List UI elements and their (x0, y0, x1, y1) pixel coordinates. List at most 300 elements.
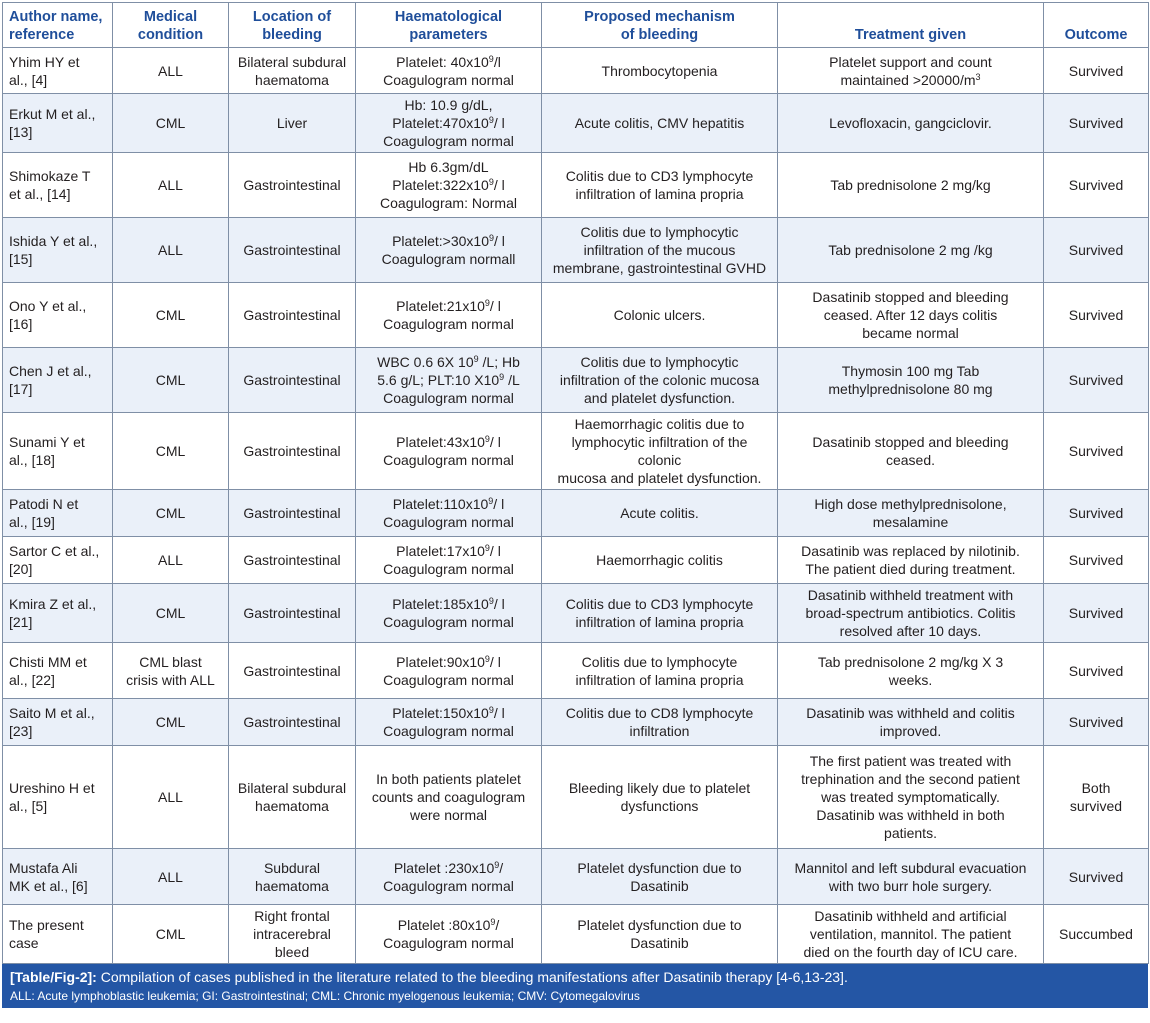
cell-mechanism (542, 537, 778, 584)
cell-haem (356, 94, 542, 153)
cell-line: ALL (158, 242, 183, 258)
cell-mechanism (542, 283, 778, 348)
cell-line: patients. (884, 825, 937, 841)
cell-line: $Platelet:>30x10^9/$ l (392, 233, 505, 249)
cell-outcome (1044, 537, 1149, 584)
cell-line: Shimokaze T (9, 168, 91, 184)
cell-line: Platelet support and count (829, 53, 992, 70)
cell-line: Hb: 10.9 g/dL, (404, 97, 493, 113)
cell-author (3, 413, 113, 490)
cell-haem (356, 218, 542, 283)
cell-author (3, 699, 113, 746)
cell-line: Haemorrhagic colitis due to (574, 416, 745, 432)
cell-line: $Platelet:43x10^9/$ l (396, 434, 501, 450)
cell-author (3, 218, 113, 283)
cases-table (2, 2, 1149, 964)
cell-line: CML (155, 605, 186, 621)
cell-line: Succumbed (1059, 926, 1133, 942)
cell-line: Coagulogram normal (383, 723, 514, 739)
table-row (3, 699, 1149, 746)
cell-treatment (778, 94, 1044, 153)
cell-line: Coagulogram: Normal (380, 195, 517, 211)
cell-line: Haematological (394, 9, 503, 25)
cell-treatment (778, 849, 1044, 905)
cell-author (3, 746, 113, 849)
cell-line: reference (9, 27, 75, 43)
header-haem (356, 3, 542, 48)
cell-line: Mannitol and left subdural evacuation (794, 859, 1027, 876)
cell-line: Right frontal (254, 908, 330, 924)
cell-treatment (778, 48, 1044, 94)
cell-line: case (9, 935, 39, 951)
cell-location (229, 746, 356, 849)
cell-outcome (1044, 584, 1149, 643)
table-row (3, 48, 1149, 94)
header-row (3, 3, 1149, 48)
cell-condition (113, 283, 229, 348)
cell-line: Coagulogram normal (383, 671, 514, 688)
cell-condition (113, 746, 229, 849)
cell-line: Gastrointestinal (243, 242, 341, 258)
cell-line: Saito M et al., (9, 705, 95, 721)
cell-haem (356, 283, 542, 348)
cell-treatment (778, 537, 1044, 584)
cell-line: were normal (409, 807, 488, 823)
cell-line: [15] (9, 251, 33, 267)
cell-outcome (1044, 348, 1149, 413)
header-treatment (778, 3, 1044, 48)
table-row (3, 905, 1149, 964)
cell-treatment (778, 283, 1044, 348)
cell-line: Bilateral subdural (237, 53, 347, 70)
table-figure (2, 2, 1148, 1008)
cell-line: Hb 6.3gm/dL (408, 159, 489, 175)
cell-location (229, 584, 356, 643)
cell-mechanism (542, 490, 778, 537)
cell-condition (113, 699, 229, 746)
cell-line: Dasatinib (630, 877, 689, 894)
cell-line: survived (1069, 798, 1123, 814)
cell-line: Haemorrhagic colitis (596, 552, 723, 568)
cell-line: [13] (9, 124, 33, 140)
cell-line: Coagulogram normall (381, 251, 516, 267)
cell-mechanism (542, 643, 778, 699)
cell-treatment (778, 218, 1044, 283)
cell-line: Colitis due to CD3 lymphocyte (565, 168, 754, 184)
cell-outcome (1044, 153, 1149, 218)
cell-outcome (1044, 746, 1149, 849)
cell-outcome (1044, 413, 1149, 490)
cell-line: infiltration of lamina propria (575, 671, 744, 688)
cell-haem (356, 699, 542, 746)
cell-line: Sartor C et al., (9, 543, 100, 559)
cell-condition (113, 348, 229, 413)
header-author (3, 3, 113, 48)
caption-abbreviations: ALL: Acute lymphoblastic leukemia; GI: Gastrointestinal; CML: Chronic myelogenous leukemia; CMV: Cytomegalovirus (10, 989, 640, 1003)
cell-line: infiltration of the mucous (583, 242, 736, 258)
table-row (3, 283, 1149, 348)
cell-line: counts and coagulogram (371, 789, 526, 805)
cell-line: Bilateral subdural (237, 780, 347, 796)
cell-line: maintained $>20000/m^3$ (840, 71, 981, 88)
cell-line: Survived (1068, 62, 1124, 79)
cell-line: The patient died during treatment. (805, 561, 1016, 577)
table-row (3, 643, 1149, 699)
cell-haem (356, 905, 542, 964)
cell-line: Survived (1068, 714, 1124, 730)
cell-haem (356, 413, 542, 490)
cell-line: Survived (1068, 242, 1124, 258)
cell-line: al., [18] (9, 452, 55, 468)
cell-line: CML (155, 926, 186, 942)
caption-main (10, 968, 1140, 986)
cell-condition (113, 153, 229, 218)
cell-line: [21] (9, 614, 33, 630)
cell-line: Proposed mechanism (584, 9, 735, 25)
cell-line: Coagulogram normal (383, 935, 514, 951)
cell-line: Survived (1068, 372, 1124, 388)
table-row (3, 537, 1149, 584)
cell-line: ventilation, mannitol. The patient (809, 926, 1012, 942)
cell-location (229, 218, 356, 283)
cell-location (229, 490, 356, 537)
cell-treatment (778, 413, 1044, 490)
cell-line: Dasatinib was withheld and colitis (806, 705, 1015, 721)
cell-line: Outcome (1064, 27, 1128, 43)
table-row (3, 490, 1149, 537)
cell-haem (356, 584, 542, 643)
cell-haem (356, 537, 542, 584)
header-location (229, 3, 356, 48)
cell-line: infiltration of the colonic mucosa (559, 372, 760, 388)
cell-mechanism (542, 94, 778, 153)
header-condition (113, 3, 229, 48)
cell-location (229, 348, 356, 413)
cell-condition (113, 490, 229, 537)
cell-line: $Platelet:185x10^9/$ l (392, 596, 505, 612)
cell-location (229, 153, 356, 218)
cell-line: Subdural (263, 859, 321, 876)
cell-line: CML (155, 307, 186, 323)
cell-line: Kmira Z et al., (9, 596, 97, 612)
cell-haem (356, 348, 542, 413)
cell-treatment (778, 584, 1044, 643)
cell-line: Colonic ulcers. (613, 307, 706, 323)
table-row (3, 746, 1149, 849)
cell-line: Tab prednisolone 2 mg/kg (830, 177, 991, 193)
cell-line: Gastrointestinal (243, 443, 341, 459)
cell-line: $Platelet:90x10^9/$ l (396, 653, 501, 670)
cell-haem (356, 490, 542, 537)
cell-line: Yhim HY et (9, 53, 80, 70)
cell-condition (113, 905, 229, 964)
cell-line: Platelet dysfunction due to (577, 859, 742, 876)
cell-line: broad-spectrum antibiotics. Colitis (805, 605, 1016, 621)
cell-line: Survived (1068, 177, 1124, 193)
cell-line: mesalamine (872, 514, 949, 530)
cell-line: haematoma (255, 798, 329, 814)
cell-line: Dasatinib stopped and bleeding (812, 434, 1009, 450)
cell-location (229, 413, 356, 490)
cell-condition (113, 94, 229, 153)
cell-line: Coagulogram normal (383, 514, 514, 530)
cell-mechanism (542, 413, 778, 490)
cell-haem (356, 153, 542, 218)
cell-line: Ono Y et al., (9, 298, 87, 314)
cell-treatment (778, 746, 1044, 849)
cell-line: $Platelet:110x10^9/$ l (392, 496, 505, 512)
cell-line: became normal (862, 325, 959, 341)
cell-mechanism (542, 584, 778, 643)
cell-haem (356, 849, 542, 905)
cell-outcome (1044, 905, 1149, 964)
cell-line: CML (155, 115, 186, 131)
cell-line: Ureshino H et (9, 780, 95, 796)
cell-line: $Platelet:470x10^9/$ l (392, 115, 505, 131)
cell-line: Both (1081, 780, 1111, 796)
cell-line: CML (155, 714, 186, 730)
cell-line: $Platelet:21x10^9/$ l (396, 298, 501, 314)
cell-line: ALL (158, 552, 183, 568)
cell-line: [17] (9, 381, 33, 397)
cell-line: methylprednisolone 80 mg (828, 381, 993, 397)
cell-line: Dasatinib was withheld in both (816, 807, 1005, 823)
cell-line: High dose methylprednisolone, (814, 496, 1007, 512)
cell-line: $Platelet:17x10^9/$ l (396, 543, 501, 559)
cell-line: Gastrointestinal (243, 662, 341, 679)
cell-line: Gastrointestinal (243, 372, 341, 388)
cell-condition (113, 584, 229, 643)
cell-line: bleeding (262, 27, 322, 43)
cell-line: Gastrointestinal (243, 505, 341, 521)
cell-line: Survived (1068, 115, 1124, 131)
cell-treatment (778, 153, 1044, 218)
cell-line: Colitis due to lymphocyte (581, 653, 738, 670)
cell-line: $Platelet:150x10^9/$ l (392, 705, 505, 721)
cell-line: Acute colitis. (620, 505, 699, 521)
cell-line: Gastrointestinal (243, 605, 341, 621)
cell-line: Acute colitis, CMV hepatitis (574, 115, 745, 131)
cell-line: lymphocytic infiltration of the colonic (571, 434, 748, 468)
cell-line: Survived (1068, 443, 1124, 459)
cell-condition (113, 643, 229, 699)
cell-line: resolved after 10 days. (839, 623, 982, 639)
cell-line: MK et al., [6] (9, 877, 88, 894)
cell-line: Survived (1068, 605, 1124, 621)
header-outcome (1044, 3, 1149, 48)
cell-line: parameters (409, 27, 488, 43)
cell-line: of bleeding (620, 27, 699, 43)
cell-condition (113, 218, 229, 283)
cell-line: infiltration of lamina propria (575, 186, 744, 202)
cell-line: Sunami Y et (9, 434, 85, 450)
cell-line: Gastrointestinal (243, 552, 341, 568)
cell-line: Survived (1068, 307, 1124, 323)
cell-line: Chisti MM et (9, 653, 87, 670)
cell-line: Thymosin 100 mg Tab (841, 363, 980, 379)
cell-line: and platelet dysfunction. (584, 390, 735, 406)
caption-label: [Table/Fig-2]: (10, 969, 97, 985)
table-row (3, 153, 1149, 218)
cell-line: ceased. After 12 days colitis (823, 307, 998, 323)
cell-mechanism (542, 153, 778, 218)
cell-line: Dasatinib (630, 935, 689, 951)
cell-haem (356, 48, 542, 94)
cell-location (229, 94, 356, 153)
cell-author (3, 283, 113, 348)
cell-line: Liver (276, 115, 308, 131)
cell-line: 5.6 g/L; PLT:10 $X10^9$ /L (377, 372, 520, 388)
cell-line: al., [5] (9, 798, 48, 814)
cell-author (3, 94, 113, 153)
cell-mechanism (542, 699, 778, 746)
cell-line: Tab prednisolone 2 mg/kg X 3 (817, 653, 1004, 670)
cell-line: Colitis due to CD8 lymphocyte (565, 705, 754, 721)
cell-line: Platelet dysfunction due to (577, 917, 742, 933)
cell-line: Platelet $:230x10^9/$ (393, 859, 504, 876)
cell-line: Bleeding likely due to platelet (568, 780, 751, 796)
cell-line: Location of (252, 9, 332, 25)
cell-line: Mustafa Ali (9, 859, 78, 876)
cell-line: Tab prednisolone 2 mg /kg (828, 242, 993, 258)
cell-line: Colitis due to CD3 lymphocyte (565, 596, 754, 612)
cell-line: Survived (1068, 505, 1124, 521)
cell-line: Medical (143, 9, 198, 25)
table-row (3, 348, 1149, 413)
cell-line: ceased. (885, 452, 936, 468)
cell-mechanism (542, 849, 778, 905)
cell-condition (113, 537, 229, 584)
cell-line: ALL (158, 868, 183, 885)
cell-outcome (1044, 490, 1149, 537)
cell-line: CML (155, 372, 186, 388)
table-row (3, 94, 1149, 153)
cell-line: Patodi N et (9, 496, 79, 512)
cell-line: Dasatinib stopped and bleeding (812, 289, 1009, 305)
cell-line: Survived (1068, 662, 1124, 679)
cell-line: Gastrointestinal (243, 307, 341, 323)
cell-line: died on the fourth day of ICU care. (803, 944, 1018, 960)
cell-line: infiltration (629, 723, 690, 739)
cell-line: Dasatinib withheld treatment with (807, 587, 1014, 603)
cell-outcome (1044, 643, 1149, 699)
cell-line: ALL (158, 789, 183, 805)
cell-condition (113, 48, 229, 94)
cell-mechanism (542, 48, 778, 94)
cell-haem (356, 643, 542, 699)
cell-location (229, 48, 356, 94)
cell-line: et al., [14] (9, 186, 71, 202)
cell-author (3, 849, 113, 905)
cell-author (3, 584, 113, 643)
table-caption (2, 964, 1148, 1008)
caption-text: Compilation of cases published in the literature related to the bleeding manifestations after Dasatinib therapy [4-6,13-23]. (96, 969, 848, 985)
header-mechanism (542, 3, 778, 48)
table-row (3, 584, 1149, 643)
cell-line: al., [4] (9, 71, 48, 88)
cell-outcome (1044, 699, 1149, 746)
cell-author (3, 348, 113, 413)
cell-location (229, 643, 356, 699)
cell-line: condition (137, 27, 204, 43)
cell-line: The first patient was treated with (809, 753, 1012, 769)
cell-author (3, 153, 113, 218)
cell-treatment (778, 643, 1044, 699)
cell-line: Colitis due to lymphocytic (580, 224, 739, 240)
cell-line: CML (155, 443, 186, 459)
cell-line: al., [19] (9, 514, 55, 530)
cell-mechanism (542, 905, 778, 964)
cell-line: weeks. (888, 671, 933, 688)
cell-location (229, 283, 356, 348)
cell-line: Survived (1068, 552, 1124, 568)
cell-line: Platelet $:80x10^9/$ (397, 917, 500, 933)
cell-author (3, 537, 113, 584)
cell-line: In both patients platelet (376, 771, 521, 787)
cell-line: Dasatinib withheld and artificial (814, 908, 1007, 924)
cell-line: The present (9, 917, 84, 933)
cell-line: Author name, (9, 9, 103, 25)
cell-line: Chen J et al., (9, 363, 92, 379)
table-body (3, 48, 1149, 964)
cell-line: Coagulogram normal (383, 390, 514, 406)
cell-outcome (1044, 48, 1149, 94)
cell-author (3, 643, 113, 699)
cell-outcome (1044, 218, 1149, 283)
cell-line: Dasatinib was replaced by nilotinib. (801, 543, 1020, 559)
cell-line: ALL (158, 62, 183, 79)
cell-line: [16] (9, 316, 33, 332)
cell-mechanism (542, 746, 778, 849)
cell-outcome (1044, 94, 1149, 153)
cell-line: al., [22] (9, 671, 55, 688)
cell-treatment (778, 348, 1044, 413)
cell-haem (356, 746, 542, 849)
cell-location (229, 537, 356, 584)
cell-location (229, 849, 356, 905)
cell-line: was treated symptomatically. (821, 789, 1000, 805)
table-row (3, 218, 1149, 283)
cell-line: crisis with ALL (126, 671, 215, 688)
cell-line: haematoma (255, 877, 329, 894)
cell-line: Colitis due to lymphocytic (580, 354, 739, 370)
cell-location (229, 905, 356, 964)
cell-line: [20] (9, 561, 33, 577)
cell-line: Erkut M et al., (9, 106, 96, 122)
cell-line: with two burr hole surgery. (828, 877, 993, 894)
cell-mechanism (542, 218, 778, 283)
cell-line: Coagulogram normal (383, 614, 514, 630)
cell-line: Gastrointestinal (243, 177, 341, 193)
table-row (3, 849, 1149, 905)
cell-line: haematoma (255, 71, 329, 88)
cell-line: CML (155, 505, 186, 521)
cell-treatment (778, 905, 1044, 964)
cell-author (3, 48, 113, 94)
cell-author (3, 490, 113, 537)
cell-line: WBC 0.6 6X $10^9$ /L; Hb (377, 354, 520, 370)
cell-line: Coagulogram normal (383, 561, 514, 577)
cell-location (229, 699, 356, 746)
cell-line: Coagulogram normal (383, 71, 514, 88)
cell-line: Platelet: $40x10^9/l$ (396, 53, 501, 70)
cell-line: Ishida Y et al., (9, 233, 98, 249)
cell-line: trephination and the second patient (801, 771, 1020, 787)
cell-line: Treatment given (854, 27, 967, 43)
cell-line: intracerebral bleed (253, 926, 331, 960)
cell-condition (113, 849, 229, 905)
cell-line: infiltration of lamina propria (575, 614, 744, 630)
